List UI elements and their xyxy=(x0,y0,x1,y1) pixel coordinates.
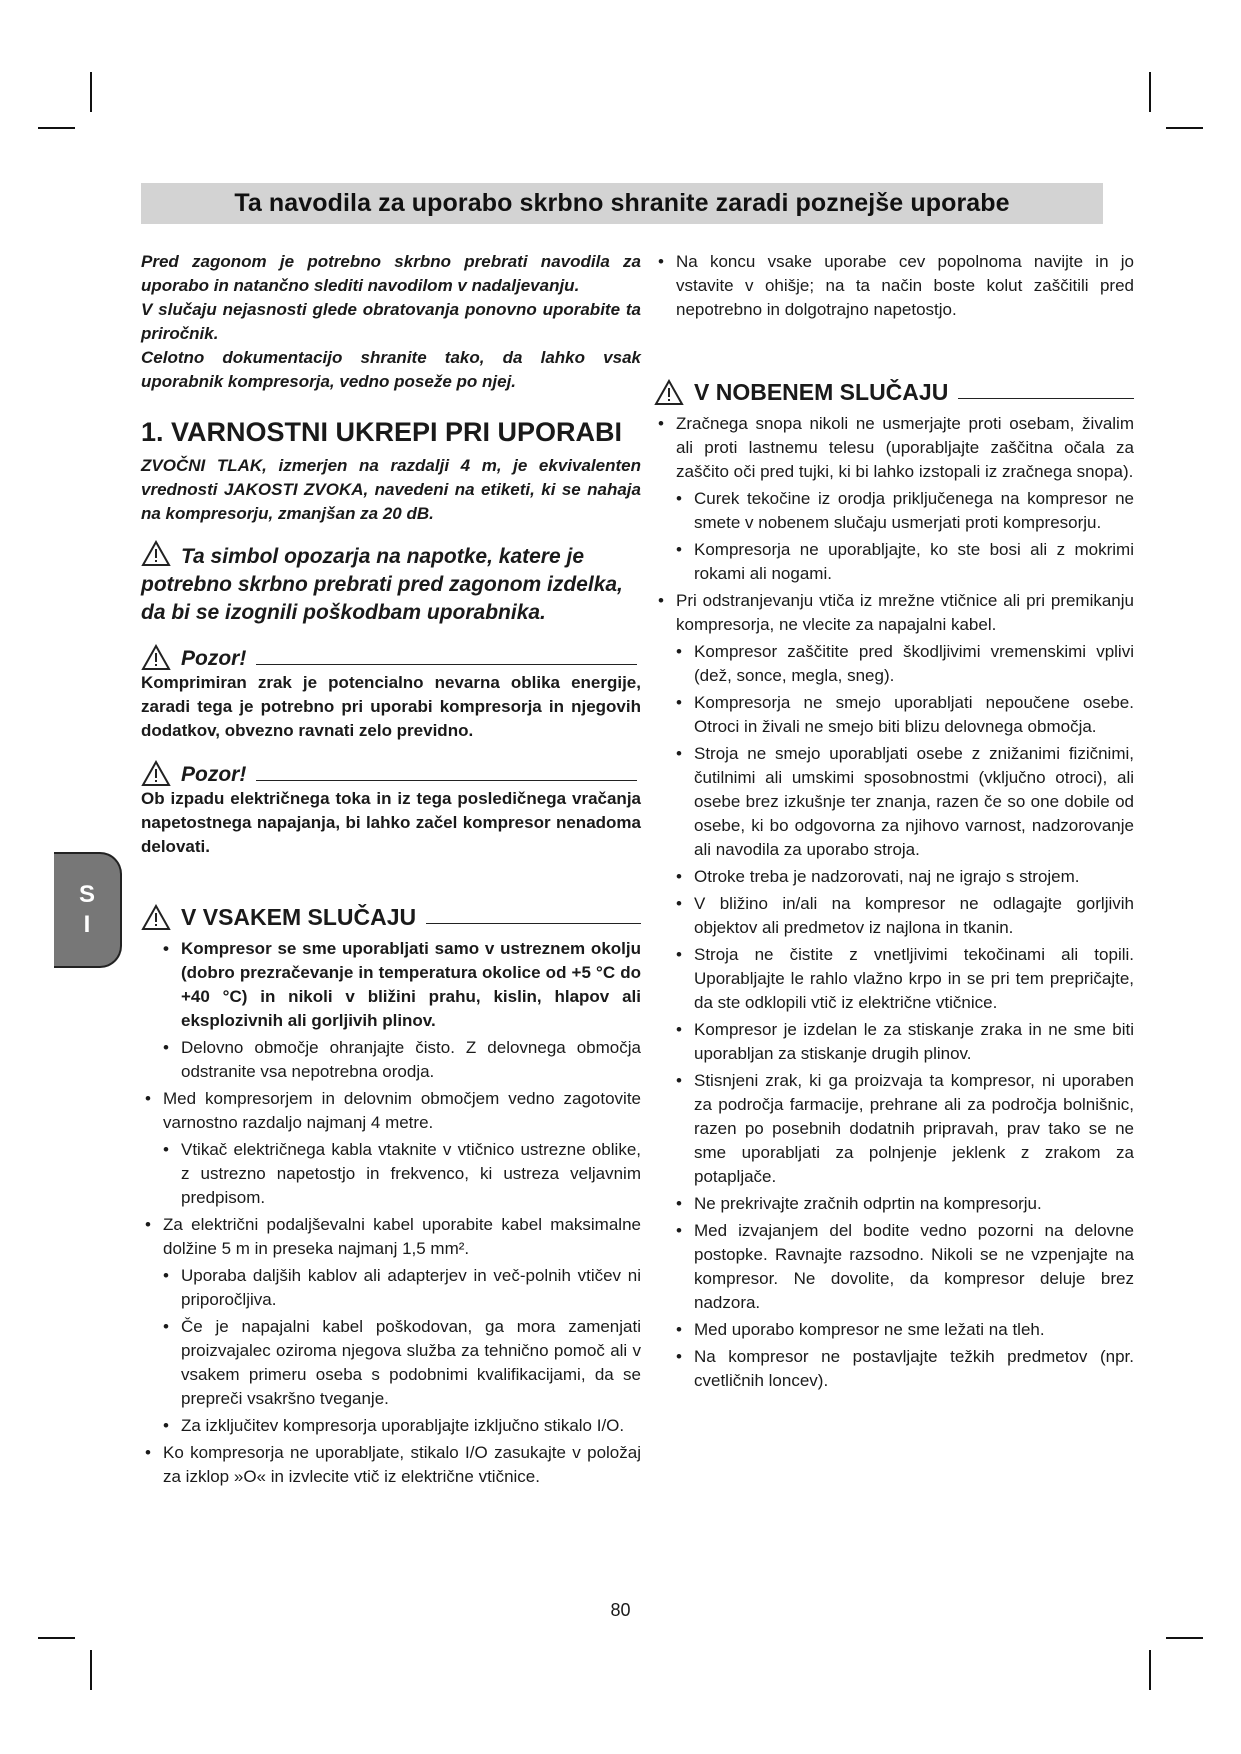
nobenem-title: V NOBENEM SLUČAJU xyxy=(694,379,949,405)
list-item: • Stisnjeni zrak, ki ga proizvaja ta kompresor, ni uporaben za področja farmacije, prehrane ali za področja bolnišnic, razen po posebnih dodatnih pripravah, prav tako se ne sme uporabljati za polnjenje jeklenk z zrakom za potapljače. xyxy=(654,1069,1134,1189)
list-item: • Na koncu vsake uporabe cev popolnoma navijte in jo vstavite v ohišje; na ta način boste kolut zaščitili pred nepotrebno in dolgotrajno napetostjo. xyxy=(654,250,1134,322)
list-item: • Stroja ne smejo uporabljati osebe z znižanimi fizičnimi, čutilnimi ali umskimi sposobnostmi (vključno otroci), ali osebe brez izkušnje ter znanja, razen če so one dobile od osebe, ki bo odgovorna za njihovo varnost, nadzorovanje ali navodila za uporabo stroja. xyxy=(654,742,1134,862)
crop-mark xyxy=(38,127,75,129)
list-item: • Ko kompresorja ne uporabljate, stikalo I/O zasukajte v položaj za izklop »O« in izvlecite vtič iz električne vtičnice. xyxy=(141,1441,641,1489)
vsakem-title: V VSAKEM SLUČAJU xyxy=(181,904,417,930)
vsakem-heading xyxy=(141,895,641,931)
list-item: • Kompresor je izdelan le za stiskanje zraka in ne sme biti uporabljan za stiskanje drugih plinov. xyxy=(654,1018,1134,1066)
page-number: 80 xyxy=(610,1600,631,1620)
warning-triangle-icon xyxy=(141,760,171,787)
list-item: • Med izvajanjem del bodite vedno pozorni na delovne postopke. Ravnajte razsodno. Nikoli se ne vzpenjajte na kompresor. Ne dovolite, da kompresor deluje brez nadzora. xyxy=(654,1219,1134,1315)
pozor-label: Pozor! xyxy=(181,763,247,786)
crop-mark xyxy=(1166,127,1203,129)
crop-mark xyxy=(90,72,92,112)
list-item: • Kompresor se sme uporabljati samo v ustreznem okolju (dobro prezračevanje in temperatura okolice od +5 °C do +40 °C) in nikoli v bližini prahu, kislin, hlapov ali eksplozivnih ali gorljivih plinov. xyxy=(141,937,641,1033)
intro-paragraph: V slučaju nejasnosti glede obratovanja ponovno uporabite ta priročnik. xyxy=(141,300,641,343)
symbol-warning-text: Ta simbol opozarja na napotke, katere je potrebno skrbno prebrati pred zagonom izdelka, da bi se izognili poškodbam uporabnika. xyxy=(141,545,623,624)
pozor-label: Pozor! xyxy=(181,647,247,670)
list-item: • V bližino in/ali na kompresor ne odlagajte gorljivih objektov ali predmetov iz najlona in tkanin. xyxy=(654,892,1134,940)
warning-triangle-icon xyxy=(141,540,171,567)
list-item: • Za izključitev kompresorja uporabljajte izključno stikalo I/O. xyxy=(141,1414,641,1438)
tab-letter-top: S xyxy=(78,881,95,908)
nobenem-list xyxy=(654,412,1134,1393)
vsakem-list xyxy=(141,937,641,1489)
symbol-warning xyxy=(141,540,641,627)
sound-pressure-note: ZVOČNI TLAK, izmerjen na razdalji 4 m, je ekvivalenten vrednosti JAKOSTI ZVOKA, navedeni na etiketi, ki se nahaja na kompresorju, zmanjšan za 20 dB. xyxy=(141,456,641,523)
list-item: • Stroja ne čistite z vnetljivimi tekočinami ali topili. Uporabljajte le rahlo vlažno krpo in se pri tem prepričajte, da ste odklopili vtič iz električne vtičnice. xyxy=(654,943,1134,1015)
intro-paragraph: Pred zagonom je potrebno skrbno prebrati navodila za uporabo in natančno slediti navodilom v nadaljevanju. xyxy=(141,252,641,295)
pozor-heading xyxy=(141,639,641,671)
section-title: 1. VARNOSTNI UKREPI PRI UPORABI xyxy=(141,417,623,447)
crop-mark xyxy=(1166,1637,1203,1639)
list-item: • Pri odstranjevanju vtiča iz mrežne vtičnice ali pri premikanju kompresorja, ne vlecite za napajalni kabel. xyxy=(654,589,1134,637)
list-item: • Če je napajalni kabel poškodovan, ga mora zamenjati proizvajalec oziroma njegova služba za tehnično pomoč ali v vsakem primeru oseba s podobnimi kvalifikacijami, da se prepreči vsakršno tveganje. xyxy=(141,1315,641,1411)
list-item: • Uporaba daljših kablov ali adapterjev in več-polnih vtičev ni priporočljiva. xyxy=(141,1264,641,1312)
heading-rule xyxy=(958,398,1134,399)
heading-rule xyxy=(256,664,637,665)
pozor-text: Ob izpadu električnega toka in iz tega posledičnega vračanja napetostnega napajanja, bi lahko začel kompresor nenadoma delovati. xyxy=(141,789,641,856)
heading-rule xyxy=(426,923,641,924)
warning-triangle-icon xyxy=(141,644,171,671)
list-item: • Za električni podaljševalni kabel uporabite kabel maksimalne dolžine 5 m in preseka najmanj 1,5 mm². xyxy=(141,1213,641,1261)
nobenem-heading xyxy=(654,370,1134,406)
left-column xyxy=(141,250,641,1492)
list-item: • Curek tekočine iz orodja priključenega na kompresor ne smete v nobenem slučaju usmerjati proti kompresorju. xyxy=(654,487,1134,535)
crop-mark xyxy=(90,1650,92,1690)
title-banner xyxy=(141,183,1103,224)
list-item: • Kompresorja ne smejo uporabljati nepoučene osebe. Otroci in živali ne smejo biti blizu delovnega območja. xyxy=(654,691,1134,739)
pozor-text: Komprimiran zrak je potencialno nevarna oblika energije, zaradi tega je potrebno pri uporabi kompresorja in njegovih dodatkov, obvezno ravnati zelo previdno. xyxy=(141,673,641,740)
list-item: • Otroke treba je nadzorovati, naj ne igrajo s strojem. xyxy=(654,865,1134,889)
right-column xyxy=(654,250,1134,1396)
banner-title: Ta navodila za uporabo skrbno shranite zaradi poznejše uporabe xyxy=(234,189,1010,217)
list-item: • Med kompresorjem in delovnim območjem vedno zagotovite varnostno razdaljo najmanj 4 metre. xyxy=(141,1087,641,1135)
list-item: • Delovno območje ohranjajte čisto. Z delovnega območja odstranite vsa nepotrebna orodja. xyxy=(141,1036,641,1084)
heading-rule xyxy=(256,780,637,781)
crop-mark xyxy=(1149,72,1151,112)
list-item: • Vtikač električnega kabla vtaknite v vtičnico ustrezne oblike, z ustrezno napetostjo in frekvenco, ki ustreza veljavnim predpisom. xyxy=(141,1138,641,1210)
warning-triangle-icon xyxy=(654,379,684,406)
crop-mark xyxy=(38,1637,75,1639)
list-item: • Med uporabo kompresor ne sme ležati na tleh. xyxy=(654,1318,1134,1342)
crop-mark xyxy=(1149,1650,1151,1690)
list-item: • Kompresorja ne uporabljajte, ko ste bosi ali z mokrimi rokami ali nogami. xyxy=(654,538,1134,586)
vsakem-continued-list xyxy=(654,250,1134,322)
list-item: • Na kompresor ne postavljajte težkih predmetov (npr. cvetličnih loncev). xyxy=(654,1345,1134,1393)
tab-letter-bottom: I xyxy=(83,911,91,938)
warning-triangle-icon xyxy=(141,904,171,931)
intro-paragraph: Celotno dokumentacijo shranite tako, da lahko vsak uporabnik kompresorja, vedno poseže po njej. xyxy=(141,348,641,391)
list-item: • Zračnega snopa nikoli ne usmerjajte proti osebam, živalim ali proti lastnemu telesu (uporabljajte zaščitna očala za zaščito oči pred tujki, ki bi lahko izstopali iz zračnega snopa). xyxy=(654,412,1134,484)
pozor-heading xyxy=(141,755,641,787)
list-item: • Ne prekrivajte zračnih odprtin na kompresorju. xyxy=(654,1192,1134,1216)
list-item: • Kompresor zaščitite pred škodljivimi vremenskimi vplivi (dež, sonce, megla, sneg). xyxy=(654,640,1134,688)
language-tab xyxy=(54,852,122,968)
